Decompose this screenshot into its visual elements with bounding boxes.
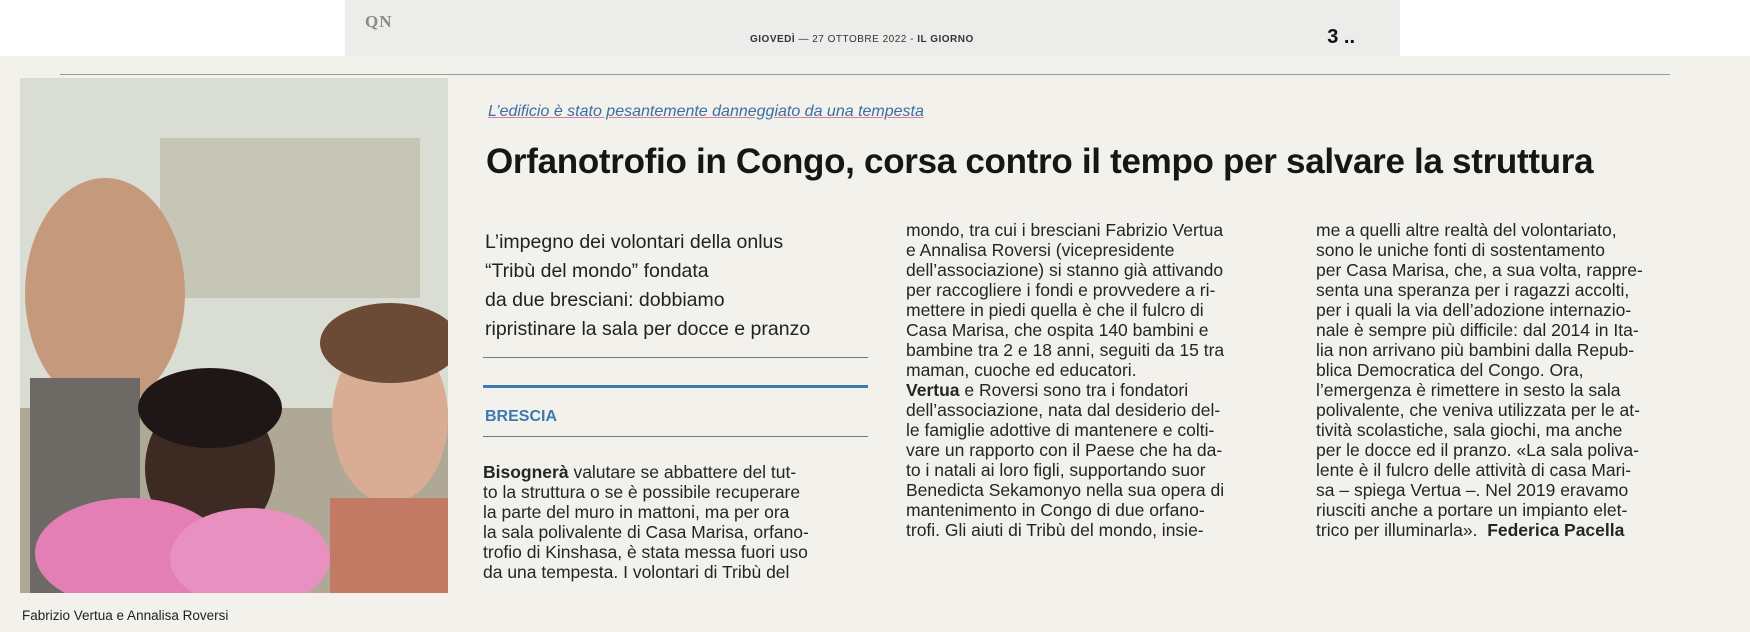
article-column-3 (1316, 220, 1736, 540)
masthead-paper: IL GIORNO (917, 34, 974, 45)
column-line: da una tempesta. I volontari di Tribù del (483, 562, 790, 582)
column-line: to i natali ai loro figli, supportando suor (906, 460, 1206, 480)
article-column-1 (483, 462, 873, 582)
article-photo (20, 78, 448, 593)
dateline-bottom-divider (483, 436, 868, 437)
column-line: mantenimento in Congo di due orfano- (906, 500, 1205, 520)
column-line: to la struttura o se è possibile recuperare (483, 482, 801, 502)
column-line: l’emergenza è rimettere in sesto la sala (1316, 380, 1621, 400)
masthead (345, 0, 1400, 57)
column-line: dell’associazione, nata dal desiderio del- (906, 400, 1221, 420)
article-kicker: L’edificio è stato pesantemente danneggiato da una tempesta (488, 103, 924, 120)
newspaper-logo: QN (365, 12, 393, 31)
column-line: Casa Marisa, che ospita 140 bambini e (906, 320, 1209, 340)
column-line: per i quali la via dell’adozione internazio- (1316, 300, 1632, 320)
top-divider (60, 74, 1670, 75)
column-line: nale è sempre più difficile: dal 2014 in Ita- (1316, 320, 1639, 340)
column-line: e Annalisa Roversi (vicepresidente (906, 240, 1175, 260)
column-line: riusciti anche a portare un impianto elet- (1316, 500, 1628, 520)
column-line (906, 380, 1296, 400)
article-headline: Orfanotrofio in Congo, corsa contro il tempo per salvare la struttura (486, 142, 1594, 181)
column-line (1316, 520, 1736, 540)
column-line: mondo, tra cui i bresciani Fabrizio Vertua (906, 220, 1224, 240)
column-line-text: e Roversi sono tra i fondatori (959, 380, 1189, 400)
column-line: lente è il fulcro delle attività di casa Mari- (1316, 460, 1632, 480)
column-line: senta una speranza per i ragazzi accolti, (1316, 280, 1630, 300)
column-line: per Casa Marisa, che, a sua volta, rappre- (1316, 260, 1643, 280)
article-byline: Federica Pacella (1487, 520, 1625, 540)
column-line: lia non arrivano più bambini dalla Repub- (1316, 340, 1635, 360)
column-line: per raccogliere i fondi e provvedere a ri- (906, 280, 1216, 300)
column-line: sa – spiega Vertua –. Nel 2019 eravamo (1316, 480, 1629, 500)
summary-line: ripristinare la sala per docce e pranzo (485, 318, 811, 340)
column-line: blica Democratica del Congo. Ora, (1316, 360, 1584, 380)
article-dateline: BRESCIA (485, 408, 558, 425)
masthead-dateline (750, 34, 974, 45)
photo-illustration (20, 78, 448, 593)
column-line: trofi. Gli aiuti di Tribù del mondo, insie- (906, 520, 1204, 540)
column-line: me a quelli altre realtà del volontariato, (1316, 220, 1617, 240)
column-line: Benedicta Sekamonyo nella sua opera di (906, 480, 1225, 500)
article-summary (485, 228, 875, 344)
column-line: vare un rapporto con il Paese che ha da- (906, 440, 1223, 460)
column-line: maman, cuoche ed educatori. (906, 360, 1137, 380)
column-line: per le docce ed il pranzo. «La sala poliva- (1316, 440, 1639, 460)
column-line (483, 462, 873, 482)
column-line: polivalente, che veniva utilizzata per le at- (1316, 400, 1640, 420)
column-line: tività scolastiche, sala giochi, ma anche (1316, 420, 1623, 440)
dateline-divider (483, 385, 868, 388)
column-line: bambine tra 2 e 18 anni, seguiti da 15 tra (906, 340, 1225, 360)
column-line: le famiglie adottive di mantenere e colti- (906, 420, 1215, 440)
column-line-text: valutare se abbattere del tut- (568, 462, 797, 482)
article-column-2 (906, 220, 1296, 540)
summary-line: “Tribù del mondo” fondata (485, 260, 709, 282)
column-line: trofio di Kinshasa, è stata messa fuori uso (483, 542, 808, 562)
photo-caption: Fabrizio Vertua e Annalisa Roversi (22, 608, 229, 623)
column-line: sono le uniche fonti di sostentamento (1316, 240, 1605, 260)
column-line: dell’associazione) si stanno già attivando (906, 260, 1224, 280)
column-line: la sala polivalente di Casa Marisa, orfano- (483, 522, 809, 542)
masthead-day: GIOVEDÌ (750, 34, 796, 45)
summary-line: da due bresciani: dobbiamo (485, 289, 725, 311)
summary-line: L’impegno dei volontari della onlus (485, 231, 784, 253)
column-line-text: trico per illuminarla». (1316, 520, 1478, 540)
masthead-date: — 27 OTTOBRE 2022 - (798, 34, 914, 45)
column-lead-word: Vertua (906, 380, 960, 400)
column-line: la parte del muro in mattoni, ma per ora (483, 502, 790, 522)
summary-divider (483, 357, 868, 358)
page-number: 3 .. (1327, 26, 1355, 48)
column-lead-word: Bisognerà (483, 462, 569, 482)
column-line: mettere in piedi quella è che il fulcro di (906, 300, 1204, 320)
